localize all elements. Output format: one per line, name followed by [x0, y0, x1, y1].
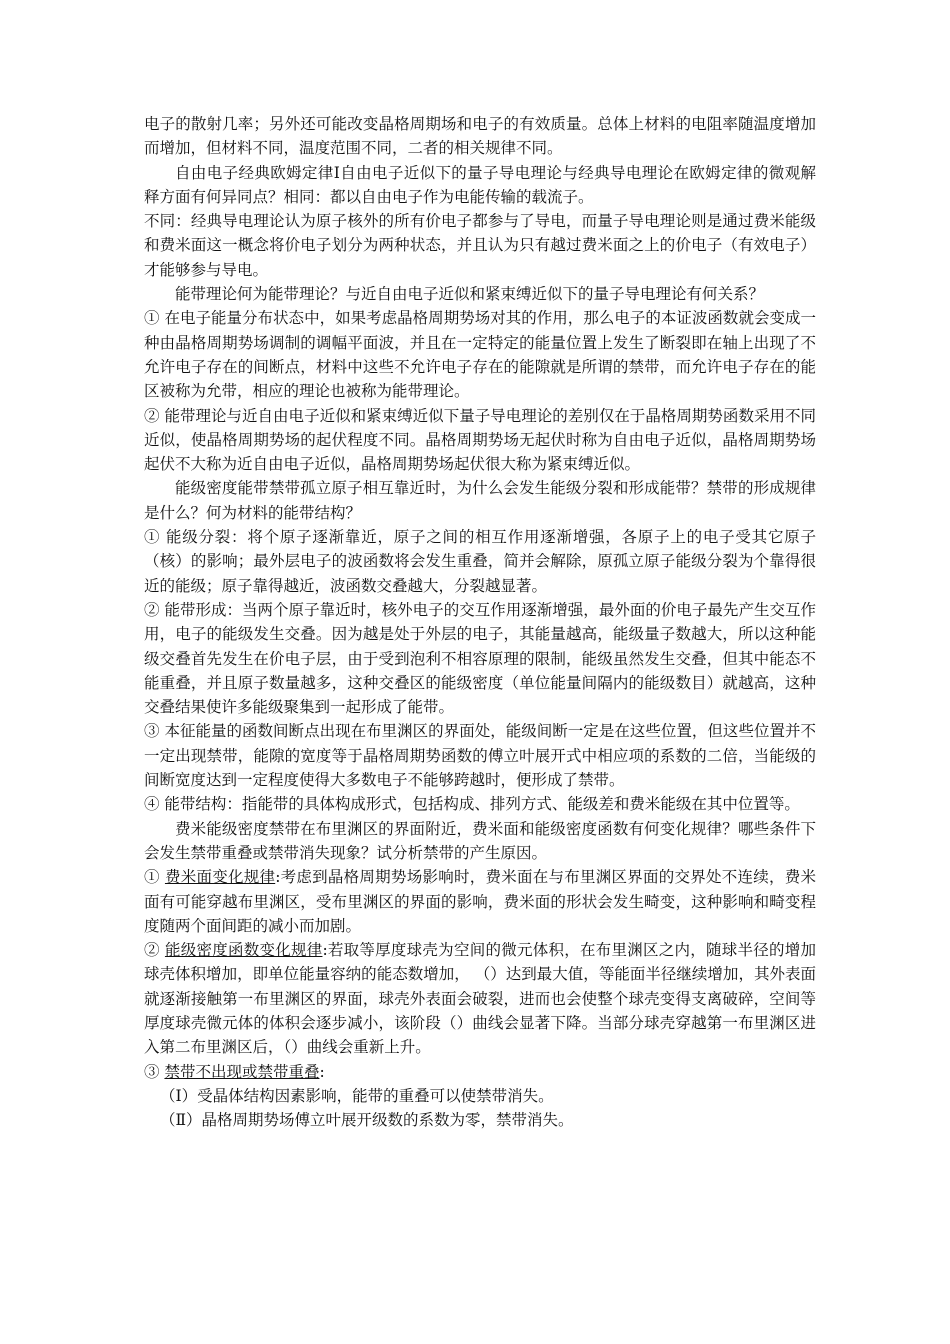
paragraph-forbidden-band: ③ 本征能量的函数间断点出现在布里渊区的界面处，能级间断一定是在这些位置，但这些位置并不一定出现禁带，能隙的宽度等于晶格周期势函数的傅立叶展开式中相应项的系数的二倍，当能级的间断宽度达到一定程度使得大多数电子不能够跨越时，便形成了禁带。 [144, 722, 816, 790]
paragraph-band-theory-2: ② 能带理论与近自由电子近似和紧束缚近似下量子导电理论的差别仅在于晶格周期势函数采用不同近似，使晶格周期势场的起伏程度不同。晶格周期势场无起伏时称为自由电子近似，晶格周期势场起伏不大称为近自由电子近似，晶格周期势场起伏很大称为紧束缚近似。 [144, 406, 816, 474]
item-prefix: ③ [144, 1062, 165, 1081]
paragraph-overlap-reason-1: （Ⅰ）受晶体结构因素影响，能带的重叠可以使禁带消失。 [160, 1086, 554, 1105]
paragraph-band-formation: ② 能带形成：当两个原子靠近时，核外电子的交互作用逐渐增强，最外面的价电子最先产生交互作用，电子的能级发生交叠。因为越是处于外层的电子，其能量越高，能级量子数越大，所以这种能级交叠首先发生在价电子层，由于受到泡利不相容原理的限制，能级虽然发生交叠，但其中能态不能重叠，并且原子数量越多，这种交叠区的能级密度（单位能量间隔内的能级数目）就越高，这种交叠结果使许多能级聚集到一起形成了能带。 [144, 600, 816, 717]
section-title-fermi-surface: 费米面变化规律 [164, 868, 276, 887]
paragraph-resistivity: 电子的散射几率；另外还可能改变晶格周期场和电子的有效质量。总体上材料的电阻率随温度增加而增加，但材料不同，温度范围不同，二者的相关规律不同。 [144, 115, 816, 158]
paragraph-level-splitting: ① 能级分裂：将个原子逐渐靠近，原子之间的相互作用逐渐增强，各原子上的电子受其它原子（核）的影响；最外层电子的波函数将会发生重叠，简并会解除，原孤立原子能级分裂为个靠得很近的能级；原子靠得越近，波函数交叠越大，分裂越显著。 [144, 528, 816, 595]
paragraph-ohm-law-question: 自由电子经典欧姆定律Ⅰ自由电子近似下的量子导电理论与经典导电理论在欧姆定律的微观解释方面有何异同点？相同：都以自由电子作为电能传输的载流子。 [144, 163, 816, 206]
section-title-density-function: 能级密度函数变化规律 [164, 941, 323, 960]
item-prefix: ② [144, 941, 165, 960]
section-body: : [319, 1062, 325, 1081]
section-title-band-overlap: 禁带不出现或禁带重叠 [164, 1062, 320, 1081]
item-prefix: ① [144, 868, 165, 887]
paragraph-level-splitting-question: 能级密度能带禁带孤立原子相互靠近时，为什么会发生能级分裂和形成能带？禁带的形成规律是什么？何为材料的能带结构？ [144, 479, 816, 522]
paragraph-band-structure: ④ 能带结构：指能带的具体构成形式，包括构成、排列方式、能级差和费米能级在其中位置等。 [144, 795, 800, 814]
paragraph-ohm-law-difference: 不同：经典导电理论认为原子核外的所有价电子都参与了导电，而量子导电理论则是通过费米能级和费米面这一概念将价电子划分为两种状态，并且认为只有越过费米面之上的价电子（有效电子）才能够参与导电。 [144, 212, 816, 279]
document-page [144, 112, 816, 1132]
paragraph-band-overlap [144, 1060, 816, 1084]
paragraph-overlap-reason-2: （Ⅱ）晶格周期势场傅立叶展开级数的系数为零，禁带消失。 [160, 1111, 574, 1130]
paragraph-band-theory-1: ① 在电子能量分布状态中，如果考虑晶格周期势场对其的作用，那么电子的本证波函数就会变成一种由晶格周期势场调制的调幅平面波，并且在一定特定的能量位置上发生了断裂即在轴上出现了不允许电子存在的间断点，材料中这些不允许电子存在的能隙就是所谓的禁带，而允许电子存在的能区被称为允带，相应的理论也被称为能带理论。 [144, 309, 816, 401]
paragraph-density-function [144, 938, 816, 1059]
paragraph-band-theory-question: 能带理论何为能带理论？与近自由电子近似和紧束缚近似下的量子导电理论有何关系？ [175, 285, 765, 304]
paragraph-fermi-surface [144, 865, 816, 938]
section-body: :若取等厚度球壳为空间的微元体积，在布里渊区之内，随球半径的增加球壳体积增加，即单位能量容纳的能态数增加， （）达到最大值，等能面半径继续增加，其外表面就逐渐接触第一布里渊区的界面，球壳外表面会破裂，进而也会使整个球壳变得支离破碎，空间等厚度球壳微元体的体积会逐步减小，该阶段（）曲线会显著下降。当部分球壳穿越第一布里渊区进入第二布里渊区后，（）曲线会重新上升。 [144, 941, 816, 1057]
paragraph-fermi-question: 费米能级密度禁带在布里渊区的界面附近，费米面和能级密度函数有何变化规律？哪些条件下会发生禁带重叠或禁带消失现象？试分析禁带的产生原因。 [144, 819, 816, 862]
section-body: :考虑到晶格周期势场影响时，费米面在与布里渊区界面的交界处不连续，费米面有可能穿越布里渊区，受布里渊区的界面的影响，费米面的形状会发生畸变，这种影响和畸变程度随两个面间距的减小而加剧。 [144, 868, 816, 935]
